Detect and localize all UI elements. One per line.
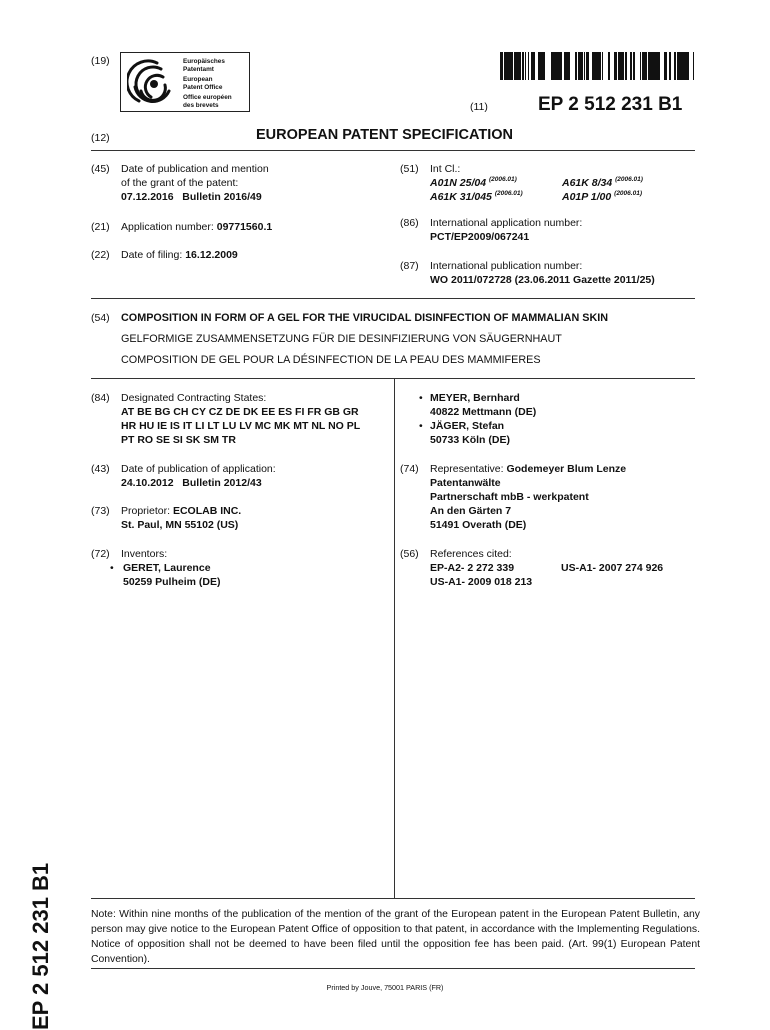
field-45-label-2: of the grant of the patent:	[121, 177, 239, 189]
application-number-label: Application number:	[121, 221, 214, 233]
inid-code-51: (51)	[400, 163, 419, 175]
inventor-1-address: 50259 Pulheim (DE)	[123, 576, 221, 588]
barcode	[500, 52, 696, 80]
note-rule-top	[91, 898, 695, 899]
intl-application-number: PCT/EP2009/067241	[430, 231, 530, 243]
inventor-bullet: •	[419, 420, 423, 432]
filing-date: 16.12.2009	[185, 249, 238, 261]
inventor-3-address: 50733 Köln (DE)	[430, 434, 510, 446]
inventor-1-name: GERET, Laurence	[123, 562, 211, 574]
intl-publication-number: WO 2011/072728 (23.06.2011 Gazette 2011/25)	[430, 274, 655, 286]
inid-code-54: (54)	[91, 312, 110, 324]
reference-3: US-A1- 2009 018 213	[430, 576, 533, 588]
representative-label: Representative:	[430, 463, 504, 475]
ipc-edition: (2006.01)	[494, 190, 523, 197]
representative-line-1: Patentanwälte	[430, 477, 501, 489]
inventor-3-name: JÄGER, Stefan	[430, 420, 505, 432]
ipc-code: A61K 31/045	[430, 191, 492, 203]
title-english: COMPOSITION IN FORM OF A GEL FOR THE VIRUCIDAL DISINFECTION OF MAMMALIAN SKIN	[121, 312, 609, 324]
inid-code-87: (87)	[400, 260, 419, 272]
representative-line-4: 51491 Overath (DE)	[430, 519, 527, 531]
ipc-class-3	[430, 190, 523, 204]
inventor-2-name: MEYER, Bernhard	[430, 392, 520, 404]
ipc-code: A01P 1/00	[562, 191, 612, 203]
designated-states-line-3: PT RO SE SI SK SM TR	[121, 434, 236, 446]
inventors-label: Inventors:	[121, 548, 168, 560]
designated-states-line-1: AT BE BG CH CY CZ DE DK EE ES FI FR GB GR	[121, 406, 359, 418]
office-name-de-1: Europäisches	[183, 58, 225, 65]
representative-line-2: Partnerschaft mbB - werkpatent	[430, 491, 589, 503]
filing-date-label: Date of filing:	[121, 249, 183, 261]
ipc-edition: (2006.01)	[488, 176, 517, 183]
ipc-class-2	[562, 176, 643, 190]
inid-code-21: (21)	[91, 221, 110, 233]
application-number: 09771560.1	[216, 221, 273, 233]
designated-states-label: Designated Contracting States:	[121, 392, 267, 404]
designated-states-line-2: HR HU IE IS IT LI LT LU LV MC MK MT NL NO PL	[121, 420, 361, 432]
reference-2: US-A1- 2007 274 926	[561, 562, 664, 574]
office-name-fr-2: des brevets	[183, 101, 219, 109]
title-rule-bottom	[91, 378, 695, 379]
ipc-edition: (2006.01)	[615, 176, 643, 183]
note-rule-bottom	[91, 968, 695, 969]
ipc-code: A61K 8/34	[562, 177, 613, 189]
office-name-en-2: Patent Office	[183, 83, 223, 91]
inid-code-84: (84)	[91, 392, 110, 404]
inid-code-73: (73)	[91, 505, 110, 517]
inventor-bullet: •	[110, 562, 114, 574]
grant-date: 07.12.2016 Bulletin 2016/49	[121, 191, 262, 203]
inid-code-22: (22)	[91, 249, 110, 261]
application-publication-date: 24.10.2012 Bulletin 2012/43	[121, 477, 262, 489]
office-name-en-1: European	[183, 76, 213, 84]
office-name-de-2: Patentamt	[183, 65, 214, 73]
inventor-bullet: •	[419, 392, 423, 404]
int-cl-label: Int Cl.:	[430, 163, 461, 175]
representative-line-3: An den Gärten 7	[430, 505, 512, 517]
inventor-2-address: 40822 Mettmann (DE)	[430, 406, 537, 418]
reference-1: EP-A2- 2 272 339	[430, 562, 515, 574]
inid-code-56: (56)	[400, 548, 419, 560]
inid-code-86: (86)	[400, 217, 419, 229]
proprietor-address: St. Paul, MN 55102 (US)	[121, 519, 239, 531]
proprietor-name: ECOLAB INC.	[172, 505, 242, 517]
title-french: COMPOSITION DE GEL POUR LA DÉSINFECTION DE LA PEAU DES MAMMIFERES	[121, 354, 541, 366]
intl-application-label: International application number:	[430, 217, 583, 229]
representative-name: Godemeyer Blum Lenze	[506, 463, 627, 475]
application-publication-label: Date of publication of application:	[121, 463, 276, 475]
epo-logo	[120, 52, 250, 112]
title-rule-top	[91, 298, 695, 299]
inid-code-12: (12)	[91, 132, 110, 144]
references-label: References cited:	[430, 548, 512, 560]
inid-code-74: (74)	[400, 463, 419, 475]
ipc-class-4	[562, 190, 642, 204]
header-rule	[91, 150, 695, 151]
column-divider	[394, 378, 395, 898]
office-name-fr-1: Office européen	[183, 94, 232, 102]
ipc-edition: (2006.01)	[614, 190, 642, 197]
inid-code-45: (45)	[91, 163, 110, 175]
proprietor-label: Proprietor:	[121, 505, 171, 517]
field-45-label-1: Date of publication and mention	[121, 163, 269, 175]
publication-number: EP 2 512 231 B1	[538, 94, 683, 115]
inid-code-11: (11)	[470, 101, 488, 113]
side-publication-number: EP 2 512 231 B1	[28, 862, 53, 1030]
inid-code-19: (19)	[91, 55, 110, 67]
title-german: GELFORMIGE ZUSAMMENSETZUNG FÜR DIE DESINFIZIERUNG VON SÄUGERNHAUT	[121, 333, 562, 345]
printer-footer: Printed by Jouve, 75001 PARIS (FR)	[326, 983, 444, 992]
ipc-class-1	[430, 176, 517, 190]
intl-publication-label: International publication number:	[430, 260, 583, 272]
inid-code-72: (72)	[91, 548, 110, 560]
epo-logo-icon	[127, 57, 175, 109]
inid-code-43: (43)	[91, 463, 110, 475]
document-type: EUROPEAN PATENT SPECIFICATION	[256, 127, 513, 143]
opposition-note: Note: Within nine months of the publication of the mention of the grant of the European patent in the European Patent Bulletin, any person may give notice to the European Patent Office of opposition to that patent, in accordance with the Implementing Regulations. Notice of opposition shall not be deemed to have been filed until the opposition fee has been paid. (Art. 99(1) European Patent Convention).	[91, 909, 700, 965]
ipc-code: A01N 25/04	[430, 177, 487, 189]
